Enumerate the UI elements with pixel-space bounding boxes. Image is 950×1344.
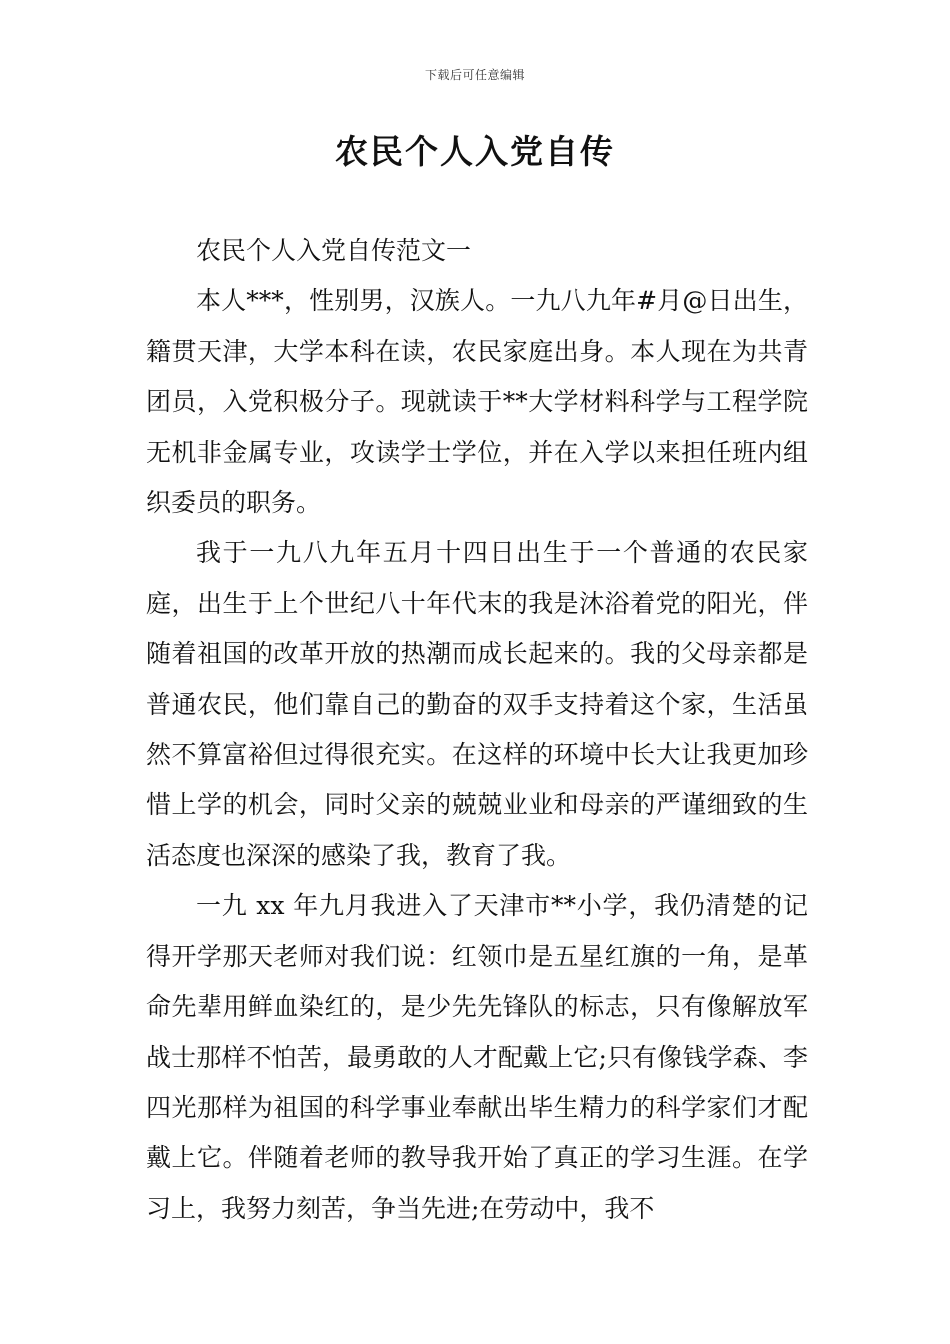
paragraph-subtitle: 农民个人入党自传范文一 xyxy=(196,236,472,265)
paragraph: 本人***，性别男，汉族人。一九八九年#月@日出生，籍贯天津，大学本科在读，农民家庭出身。本人现在为共青团员，入党积极分子。现就读于**大学材料科学与工程学院无机非金属专业，攻读学士学位，并在入学以来担任班内组织委员的职务。 xyxy=(146,286,808,518)
header-note: 下载后可任意编辑 xyxy=(424,68,525,82)
document-title: 农民个人入党自传 xyxy=(335,132,615,171)
paragraph: 我于一九八九年五月十四日出生于一个普通的农民家庭，出生于上个世纪八十年代末的我是沐浴着党的阳光，伴随着祖国的改革开放的热潮而成长起来的。我的父母亲都是普通农民，他们靠自己的勤奋的双手支持着这个家，生活虽然不算富裕但过得很充实。在这样的环境中长大让我更加珍惜上学的机会，同时父亲的兢兢业业和母亲的严谨细致的生活态度也深深的感染了我，教育了我。 xyxy=(146,538,808,870)
paragraph: 一九 xx 年九月我进入了天津市**小学，我仍清楚的记得开学那天老师对我们说：红领巾是五星红旗的一角，是革命先辈用鲜血染红的，是少先先锋队的标志，只有像解放军战士那样不怕苦，最勇敢的人才配戴上它;只有像钱学森、李四光那样为祖国的科学事业奉献出毕生精力的科学家们才配戴上它。伴随着老师的教导我开始了真正的学习生涯。在学习上，我努力刻苦，争当先进;在劳动中，我不 xyxy=(146,891,808,1223)
document-body xyxy=(146,226,808,1234)
